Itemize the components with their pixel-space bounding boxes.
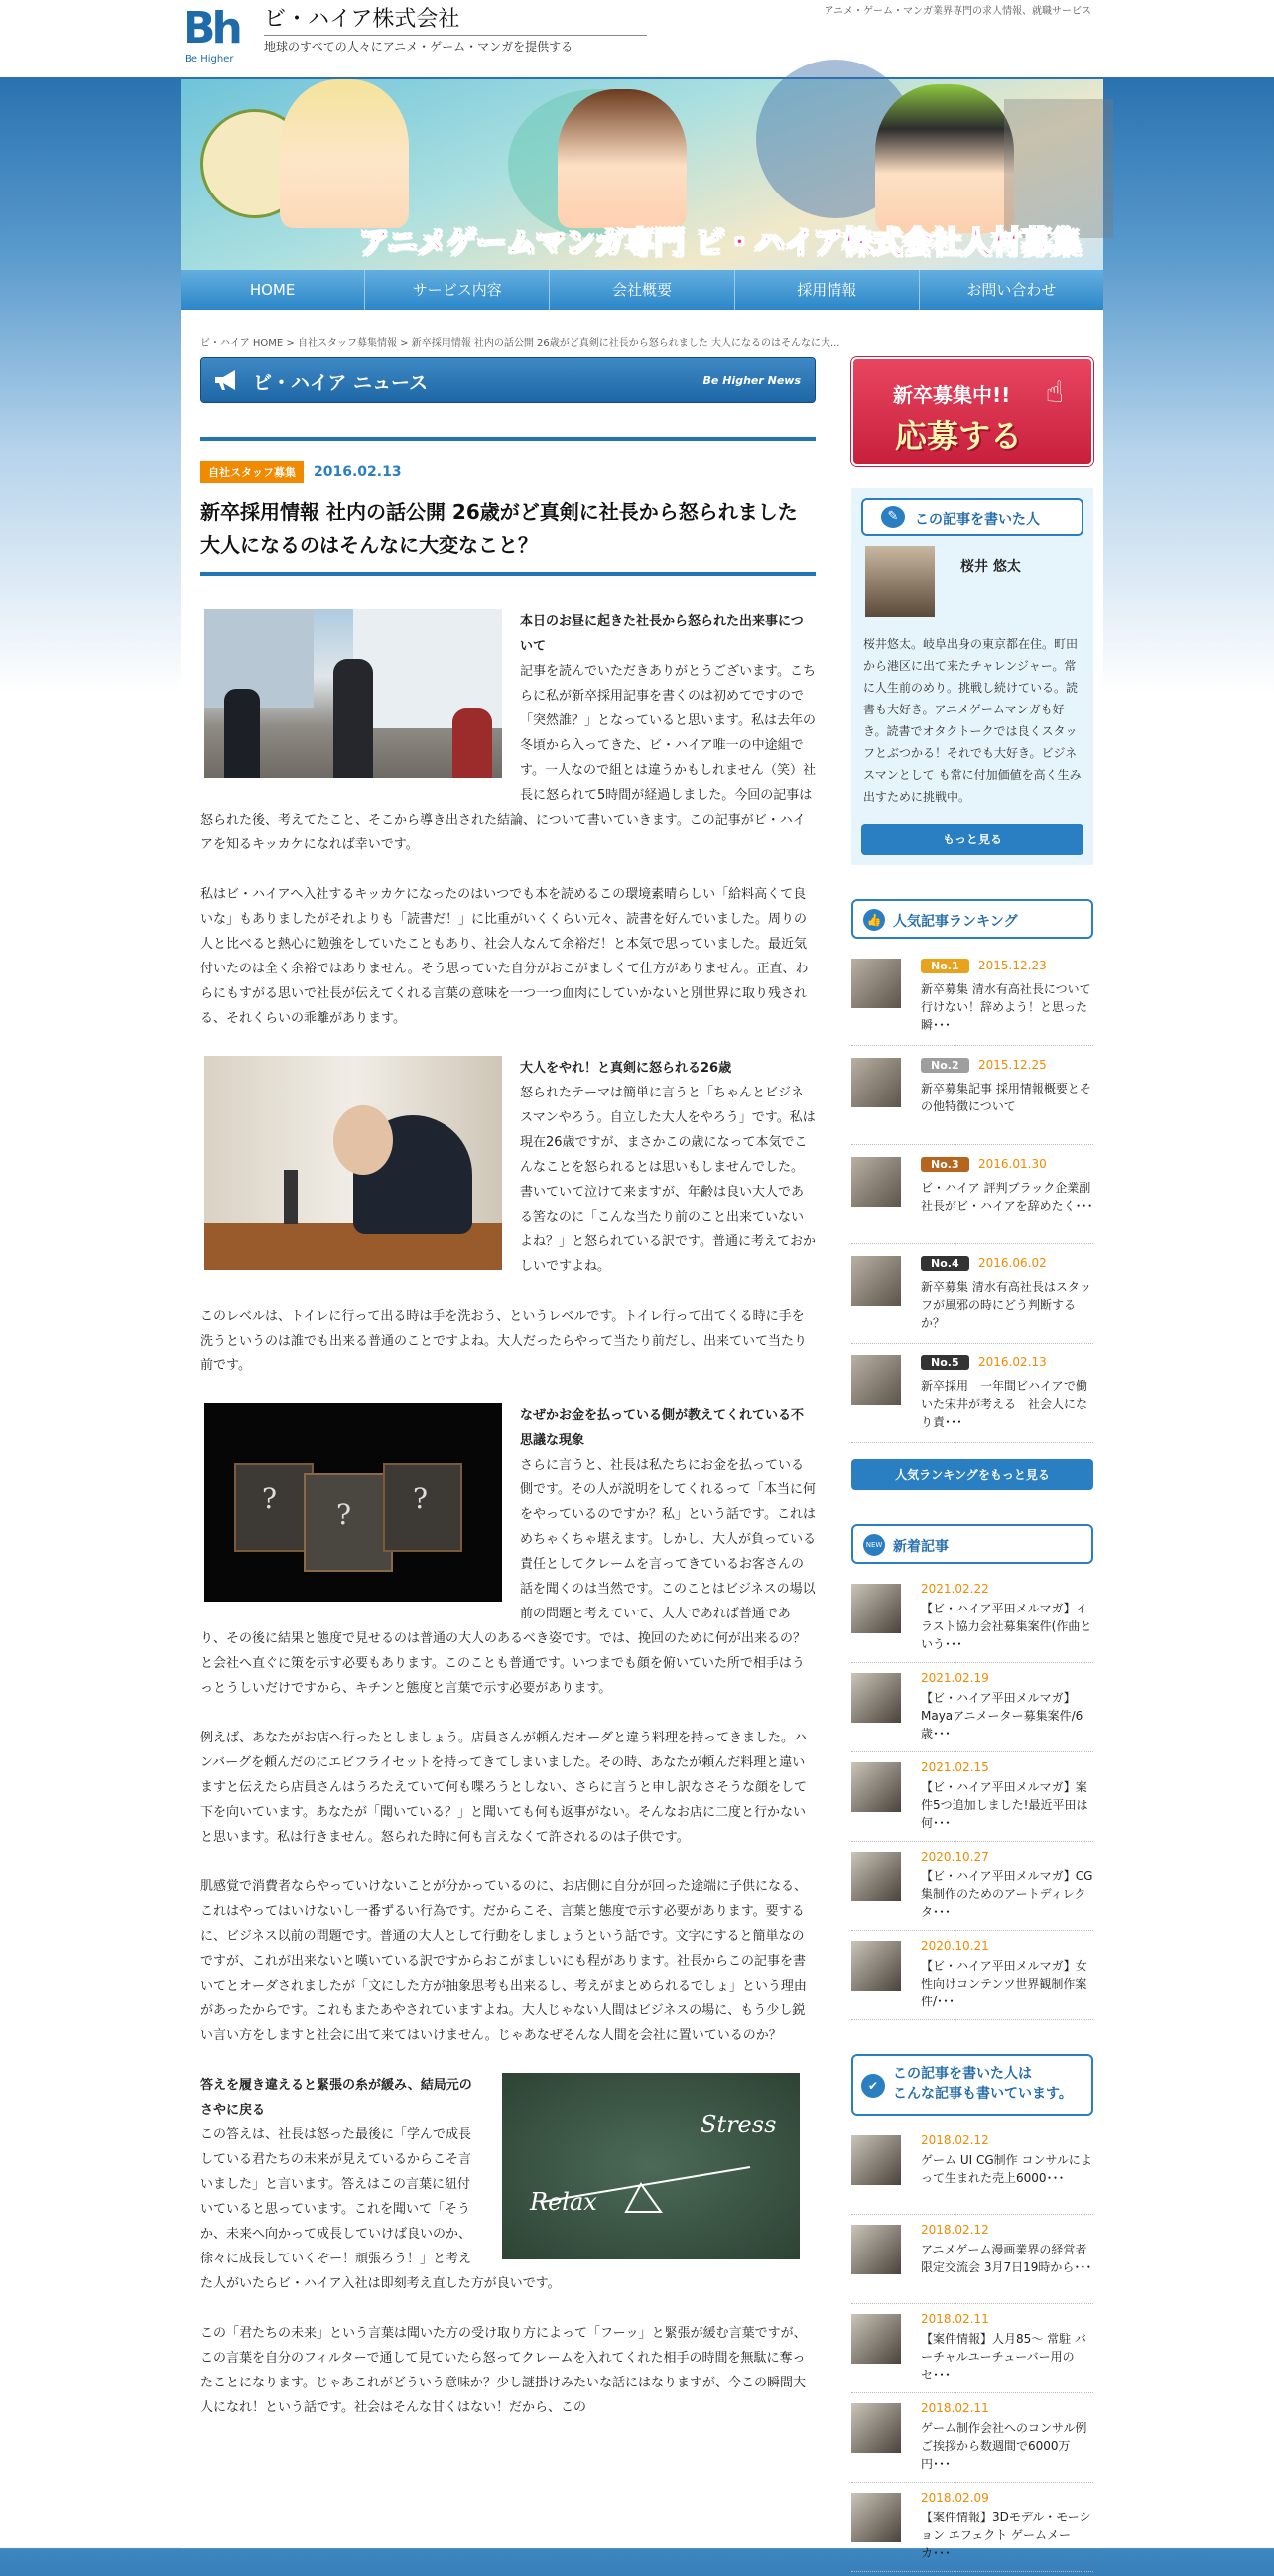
photo-question-boxes: [204, 1403, 502, 1602]
question-mark-icon: ?: [262, 1482, 278, 1515]
list-item[interactable]: [851, 1667, 1093, 1752]
new-articles-header: [851, 1524, 1093, 1564]
paragraph: 怒られたテーマは簡単に言うと「ちゃんとビジネスマンやろう。自立した大人をやろう」です。私は現在26歳ですが、まさかこの歳になって本気でこんなことを怒られるとは思いもしませんでした。書いていて泣けて来ますが、年齢は良い大人である筈なのに「こんな当たり前のこと出来ていないよね？」と怒られている訳です。普通に考えておかしいですよね。: [520, 1086, 816, 1274]
list-item[interactable]: [851, 2308, 1093, 2393]
article-date: 2018.02.11: [921, 2312, 989, 2326]
list-item[interactable]: [851, 2219, 1093, 2304]
list-item[interactable]: [851, 2487, 1093, 2572]
paragraph: このレベルは、トイレに行って出る時は手を洗おう、というレベルです。トイレ行って出てくる時に手を洗うというのは誰でも出来る普通のことですよね。大人だったらやって当たり前だし、出来ていて当たり前です。: [200, 1309, 808, 1373]
ranking-item[interactable]: [851, 1250, 1093, 1344]
divider: [200, 572, 816, 576]
rank-badge: No.4: [921, 1256, 969, 1271]
ranking-item[interactable]: [851, 1350, 1093, 1443]
paragraph: この「君たちの未来」という言葉は聞いた方の受け取り方によって「フーッ」と緊張が緩む言葉ですが、この言葉を自分のフィルターで通して見ていたら怒ってクレームを入れてくれた相手の時間を無駄に奪ったことになります。じゃあこれがどういう意味か？少し謎掛けみたいな話にはなりますが、今この瞬間大人になれ！という話です。社会はそんな甘くはない！だから、この: [200, 2326, 807, 2415]
banner-headline: [359, 218, 1081, 262]
rank-badge: No.5: [921, 1355, 969, 1370]
ranking-date: 2016.01.30: [978, 1157, 1047, 1171]
news-section-subtitle: Be Higher News: [702, 374, 801, 387]
stress-label: Stress: [701, 2111, 777, 2138]
article-thumbnail[interactable]: [851, 2314, 901, 2364]
apply-banner-line2: 応募する: [895, 417, 1023, 454]
article-link[interactable]: ゲーム UI CG制作 コンサルによって生まれた売上6000･･･: [921, 2153, 1092, 2185]
breadcrumb[interactable]: ビ・ハイア HOME > 自社スタッフ募集情報 > 新卒採用情報 社内の話公開 26歳がど真剣に社長から怒られました 大人になるのはそんなに大...: [200, 338, 840, 349]
company-logo[interactable]: [183, 4, 258, 67]
article-link[interactable]: 【案件情報】人月85〜 常駐 バーチャルユーチューバー用のセ･･･: [921, 2332, 1086, 2382]
banner-word-manga: マンガ: [535, 226, 625, 261]
article-date: 2018.02.11: [921, 2401, 989, 2415]
article-meta: [200, 462, 816, 482]
article-thumbnail[interactable]: [851, 1762, 901, 1812]
article-link[interactable]: 【ビ・ハイア平田メルマガ】女性向けコンテンツ世界観制作案件/･･･: [921, 1959, 1087, 2008]
article-thumbnail[interactable]: [851, 1852, 901, 1901]
photo-angry-boss: [204, 1056, 502, 1270]
author-avatar[interactable]: [865, 546, 935, 617]
rank-badge: No.3: [921, 1157, 969, 1172]
ranking-header: [851, 899, 1093, 939]
banner-word-company: ビ・ハイア株式会社人材募集: [684, 226, 1082, 261]
ranking-link[interactable]: 新卒募集 清水有高社長について行けない！辞めよう！と思った瞬･･･: [921, 982, 1091, 1032]
ranking-link[interactable]: 新卒採用 一年間ビハイアで働いた宋井が考える 社会人になり責･･･: [921, 1379, 1088, 1429]
company-tagline: 地球のすべての人々にアニメ・ゲーム・マンガを提供する: [264, 40, 573, 54]
rank-badge: No.1: [921, 959, 969, 973]
list-item[interactable]: [851, 1756, 1093, 1842]
article-date: 2018.02.12: [921, 2223, 989, 2237]
article-date: 2021.02.22: [921, 1582, 989, 1596]
site-header: [181, 0, 1103, 77]
new-articles-list: [851, 1578, 1093, 2020]
nav-services[interactable]: サービス内容: [365, 270, 550, 310]
author-panel-title: この記事を書いた人: [915, 512, 1040, 528]
article-thumbnail[interactable]: [851, 2493, 901, 2542]
seesaw-drawing-icon: [502, 2073, 800, 2259]
category-badge[interactable]: 自社スタッフ募集: [200, 461, 304, 483]
article-date: 2021.02.15: [921, 1760, 989, 1774]
building-decoration-icon: [1004, 99, 1113, 238]
list-item[interactable]: [851, 1578, 1093, 1663]
article-date: 2018.02.12: [921, 2133, 989, 2147]
article-date: 2016.02.13: [314, 464, 402, 480]
main-area: [181, 310, 1103, 2560]
global-nav: [181, 270, 1103, 310]
question-mark-icon: ?: [336, 1498, 352, 1531]
article-link[interactable]: 【ビ・ハイア平田メルマガ】Mayaアニメーター募集案件/6歳･･･: [921, 1691, 1083, 1740]
author-panel-header: [861, 498, 1083, 536]
article-thumbnail[interactable]: [851, 1941, 901, 1991]
banner-word-anime: アニメ: [359, 226, 447, 261]
ranking-more-button[interactable]: 人気ランキングをもっと見る: [851, 1459, 1093, 1490]
news-section-header: [200, 357, 816, 403]
apply-banner-button[interactable]: [851, 357, 1093, 466]
article-body: [200, 609, 816, 2420]
author-articles-header: [851, 2054, 1093, 2116]
list-item[interactable]: [851, 1935, 1093, 2020]
section-heading: 答えを履き違えると緊張の糸が緩み、結局元のさやに戻る: [200, 2078, 472, 2118]
ranking-date: 2016.02.13: [978, 1355, 1047, 1369]
article-link[interactable]: 【案件情報】3Dモデル・モーション エフェクト ゲームメーカ･･･: [921, 2511, 1091, 2560]
ranking-title: 人気記事ランキング: [893, 914, 1018, 930]
logo-mark: Bh: [183, 3, 239, 54]
photo-street-scene: [204, 609, 502, 778]
company-name[interactable]: ビ・ハイア株式会社: [264, 2, 647, 36]
article-date: 2020.10.27: [921, 1850, 989, 1864]
ranking-item[interactable]: [851, 1052, 1093, 1145]
article-thumbnail[interactable]: [851, 1673, 901, 1723]
article-thumbnail[interactable]: [851, 2225, 901, 2274]
author-articles-title-line1: この記事を書いた人は: [893, 2066, 1032, 2082]
nav-home[interactable]: HOME: [181, 270, 365, 310]
divider: [200, 437, 816, 441]
ranking-date: 2015.12.23: [978, 959, 1047, 972]
ranking-date: 2016.06.02: [978, 1256, 1047, 1270]
pointing-hand-icon: ☝: [1045, 375, 1064, 410]
author-articles-title-line2: こんな記事も書いています。: [893, 2086, 1073, 2102]
author-articles-list: [851, 2129, 1093, 2572]
photo-relax-stress-chalkboard: [502, 2073, 800, 2259]
nav-company[interactable]: 会社概要: [550, 270, 734, 310]
article-link[interactable]: 【ビ・ハイア平田メルマガ】案件5つ追加しました!最近平田は何･･･: [921, 1780, 1088, 1830]
author-bio: 桜井悠太。岐阜出身の東京都在住。町田から港区に出て来たチャレンジャー。常に人生前のめり。挑戦し続けている。読書も大好き。アニメゲームマンガも好き。読書でオタクトークでは良くスタッフとぶつかる！それでも大好き。ビジネスマンとして も常に付加価値を高く生み出すために挑戦中。: [863, 637, 1082, 804]
ranking-thumbnail[interactable]: [851, 959, 901, 1008]
ranking-thumbnail[interactable]: [851, 1157, 901, 1207]
author-card: [861, 546, 1083, 625]
article-date: 2021.02.19: [921, 1671, 989, 1685]
new-badge-icon: NEW: [863, 1534, 885, 1556]
ranking-list: [851, 953, 1093, 1443]
checkmark-icon: ✔: [861, 2074, 885, 2098]
character-illustration-right: [875, 84, 1014, 233]
ranking-link[interactable]: 新卒募集記事 採用情報概要とその他特徴について: [921, 1082, 1091, 1113]
pencil-icon: ✎: [881, 506, 905, 528]
article-thumbnail[interactable]: [851, 2135, 901, 2185]
banner-word-game: ゲーム: [446, 226, 536, 261]
news-section-title: ビ・ハイア ニュース: [253, 372, 429, 394]
nav-contact[interactable]: お問い合わせ: [966, 281, 1057, 299]
article-link[interactable]: 【ビ・ハイア平田メルマガ】CG集制作のためのアートディレクタ･･･: [921, 1869, 1093, 1919]
section-heading: 本日のお昼に起きた社長から怒られた出来事について: [520, 614, 804, 654]
author-panel: [851, 488, 1093, 865]
paragraph: 私はビ・ハイアへ入社するキッカケになったのはいつでも本を読めるこの環境素晴らしい「給料高くて良いな」もありましたがそれよりも「読書だ！」に比重がいくくらい元々、読書を好んでいました。周りの人と比べると熱心に勉強をしていたこともあり、社会人なんて余裕だ！と本気で思っていました。最近気付いたのは全く余裕ではありません。そう思っていた自分がおこがましくて仕方がありません。正直、わらにもすがる思いで社長が伝えてくれる言葉の意味を一つ一つ血肉にしていかないと別世界に取り残される、それくらいの乖離があります。: [200, 887, 809, 1026]
ranking-date: 2015.12.25: [978, 1058, 1047, 1072]
article-title: 新卒採用情報 社内の話公開 26歳がど真剣に社長から怒られました 大人になるのはそんなに大変なこと？: [200, 500, 798, 557]
ranking-thumbnail[interactable]: [851, 1256, 901, 1306]
character-illustration-center: [558, 89, 687, 228]
article-date: 2020.10.21: [921, 1939, 989, 1953]
rank-badge: No.2: [921, 1058, 969, 1073]
article-link[interactable]: ゲーム制作会社へのコンサル例ご挨拶から数週間で6000万円･･･: [921, 2421, 1087, 2471]
ranking-item[interactable]: [851, 953, 1093, 1046]
paragraph: 例えば、あなたがお店へ行ったとしましょう。店員さんが頼んだオーダと違う料理を持ってきました。ハンバーグを頼んだのにエビフライセットを持ってきてしまいました。その時、あなたが頼んだ料理と違いますと伝えたら店員さんはうろたえていて何も喋ろうとしない、さらに言うと申し訳なさそうな顔をして下を向いています。あなたが「聞いている？」と聞いても何も返事がない。そんなお店に二度と行かないと思います。私は行きません。怒られた時に何も言えなくて許されるのは子供です。: [200, 1731, 808, 1845]
ranking-thumbnail[interactable]: [851, 1058, 901, 1107]
banner-word-specialty: 専門: [624, 226, 685, 261]
article-thumbnail[interactable]: [851, 2403, 901, 2453]
article-link[interactable]: アニメゲーム漫画業界の経営者限定交流会 3月7日19時から･･･: [921, 2243, 1092, 2274]
section-heading: なぜかお金を払っている側が教えてくれている不思議な現象: [520, 1408, 805, 1448]
ranking-link[interactable]: 新卒募集 清水有高社長はスタッフが風邪の時にどう判断するか？: [921, 1280, 1091, 1330]
relax-label: Relax: [530, 2188, 597, 2216]
question-mark-icon: ?: [413, 1482, 429, 1515]
ranking-thumbnail[interactable]: [851, 1355, 901, 1405]
nav-recruit[interactable]: 採用情報: [735, 270, 920, 310]
article-column: [200, 357, 816, 2445]
author-more-button[interactable]: もっと見る: [861, 824, 1083, 855]
new-articles-title: 新着記事: [893, 1539, 949, 1555]
hero-banner: [181, 79, 1103, 270]
paragraph: さらに言うと、社長は私たちにお金を払っている側です。その人が説明をしてくれるって「本当に何をやっているのですか？私」という話です。これはめちゃくちゃ堪えます。しかし、大人が負っている責任としてクレームを言ってきているお客さんの話を聞くのは当然です。このことはビジネスの場以前の問題と考えていて、大人であれば普通であり、その後に結果と態度で見せるのは普通の大人のあるべき姿です。では、挽回のために何が出来るの？と会社へ直ぐに策を示す必要もあります。このことも普通です。いつまでも顔を俯いていた所で相手はうっとうしいだけですから、キチンと態度と言葉で示す必要があります。: [200, 1458, 816, 1696]
ranking-item[interactable]: [851, 1151, 1093, 1244]
thumbs-up-icon: 👍: [863, 909, 885, 931]
paragraph: 肌感覚で消費者ならやっていけないことが分かっているのに、お店側に自分が回った途端に子供になる、これはやってはいけないし一番ずるい行為です。だからこそ、言葉と態度で示す必要があります。要するに、ビジネス以前の問題です。普通の大人として行動をしましょうという話です。文字にすると簡単なのですが、これが出来ないと嘆いている訳ですからおこがましいにも程があります。社長からこの記事を書いてとオーダされましたが「文にした方が抽象思考も出来るし、考えがまとめられるでしょ」という理由があったからです。これもまたあやされていますよね。大人じゃない人間はビジネスの場に、もう少し鋭い言い方をしますと社会に出て来てはいけません。じゃあなぜそんな人間を会社に置いているのか？: [200, 1879, 808, 2043]
paragraph: 記事を読んでいただきありがとうございます。こちらに私が新卒採用記事を書くのは初めてですので「突然誰？」となっていると思います。私は去年の冬頃から入ってきた、ビ・ハイア唯一の中途組です。一人なので組とは違うかもしれません（笑）社長に怒られて5時間が経過しました。今回の記事は怒られた後、考えてたこと、そこから導き出された結論、について書いていきます。この記事がビ・ハイアを知るキッカケになれば幸いです。: [200, 664, 816, 852]
ranking-link[interactable]: ビ・ハイア 評判ブラック企業副社長がビ・ハイアを辞めたく･･･: [921, 1181, 1093, 1213]
list-item[interactable]: [851, 1846, 1093, 1931]
article-thumbnail[interactable]: [851, 1584, 901, 1633]
section-heading: 大人をやれ！と真剣に怒られる26歳: [520, 1061, 732, 1076]
header-description: アニメ・ゲーム・マンガ業界専門の求人情報、就職サービス: [824, 6, 1091, 17]
logo-subtitle: Be Higher: [185, 54, 234, 64]
character-illustration-left: [280, 79, 409, 228]
author-articles-title: [893, 2064, 1073, 2104]
megaphone-icon: [213, 368, 241, 392]
apply-banner-line1: 新卒募集中!!: [893, 383, 1011, 407]
sidebar: [851, 357, 1093, 2576]
list-item[interactable]: [851, 2129, 1093, 2215]
list-item[interactable]: [851, 2397, 1093, 2483]
author-name: 桜井 悠太: [960, 559, 1021, 575]
paragraph: この答えは、社長は怒った最後に「学んで成長している君たちの未来が見えているからこそ言いました」と言います。答えはこの言葉に紐付いていると思っています。これを聞いて「そうか、未来へ向かって成長していけば良いのか、徐々に成長していくぞー！頑張ろう！」と考えた人がいたらビ・ハイア入社は即刻考え直した方が良いです。: [200, 2127, 561, 2291]
article-date: 2018.02.09: [921, 2491, 989, 2505]
article-link[interactable]: 【ビ・ハイア平田メルマガ】イラスト協力会社募集案件(作曲という･･･: [921, 1602, 1092, 1651]
